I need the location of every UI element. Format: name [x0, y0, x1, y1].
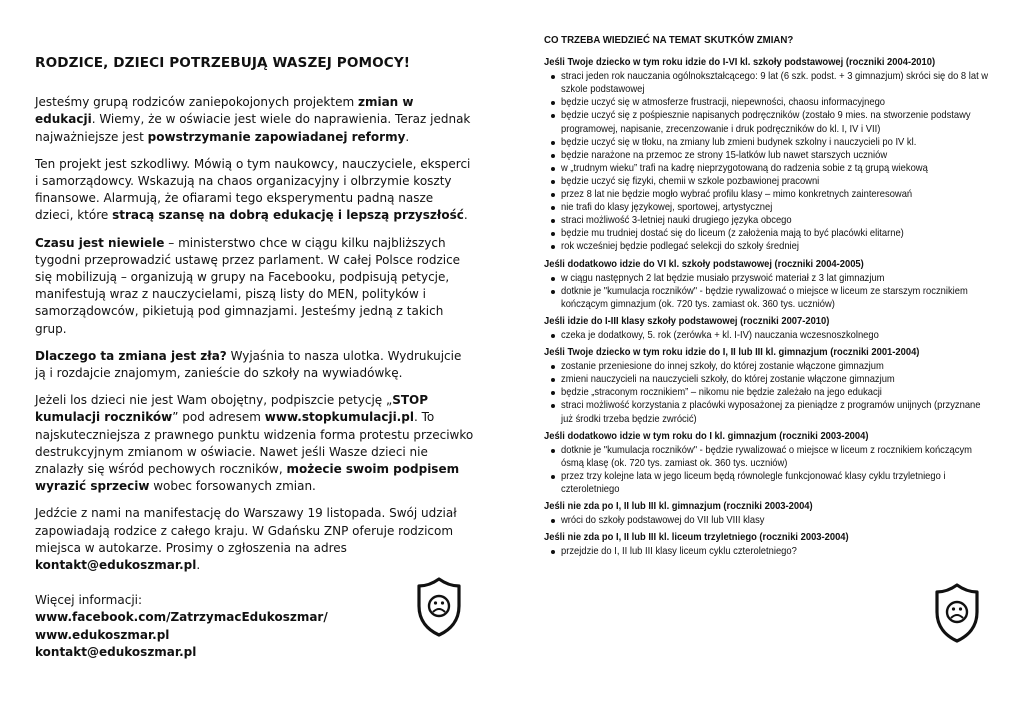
list-item [544, 470, 994, 496]
list-item [544, 329, 994, 342]
paragraph-harmful: Ten projekt jest szkodliwy. Mówią o tym naukowcy, nauczyciele, eksperci i samorządowcy. Wskazują na chaos organizacyjny i olbrzymie koszty finansowe. Alarmują, że ofiarami tego eksperymentu padną nasze dzieci, które stracą szansę na dobrą edukację i lepszą przyszłość. [35, 156, 471, 223]
list-item-text: rok wcześniej będzie podlegać selekcji do szkoły średniej [561, 241, 799, 253]
section-heading: Jeśli Twoje dziecko w tym roku idzie do I, II lub III kl. gimnazjum (roczniki 2001-2004) [544, 347, 920, 359]
list-item [544, 201, 994, 214]
section [544, 346, 994, 426]
list-item [544, 188, 994, 201]
link-email[interactable]: kontakt@edukoszmar.pl [35, 644, 197, 659]
paragraph-petition: Jeżeli los dzieci nie jest Wam obojętny, podpiszcie petycję „STOP kumulacji roczników” pod adresem www.stopkumulacji.pl. To najskuteczniejsza z prawnego punktu widzenia forma protestu przeciwko destrukcyjnym zmianom w oświacie. Nawet jeśli Wasze dzieci nie znalazły się wśród pechowych roczników, możecie swoim podpisem wyrazić sprzeciw wobec forsowanych zmian. [35, 393, 474, 494]
list-item-text: dotknie je "kumulacja roczników" - będzie rywalizować o miejsce w liceum z rocznikiem kończącym ósmą klasę (ok. 720 tys. zamiast ok. 360 tys. uczniów) [561, 444, 972, 469]
left-title: RODZICE, DZIECI POTRZEBUJĄ WASZEJ POMOCY! [35, 55, 411, 71]
list-item-text: będzie uczyć się w tłoku, na zmiany lub zmieni budynek szkolny i nauczycieli po IV kl. [561, 136, 917, 148]
more-info [35, 592, 475, 661]
list-item [544, 240, 994, 253]
list-item-text: straci jeden rok nauczania ogólnokształcącego: 9 lat (6 szk. podst. + 3 gimnazjum) skróci się do 8 lat w szkole podstawowej [561, 71, 989, 96]
list-item-text: czeka je dodatkowy, 5. rok (zerówka + kl. I-IV) nauczania wczesnoszkolnego [561, 329, 879, 341]
sad-face-shield-icon [934, 582, 980, 644]
contact-email[interactable]: kontakt@edukoszmar.pl [35, 558, 197, 573]
paragraph-manifestation: Jedźcie z nami na manifestację do Warszawy 19 listopada. Swój udział zapowiadają rodzice z całego kraju. W Gdańsku ZNP oferuje rodzicom miejsca w autokarze. Prosimy o zgłoszenia na adres kontakt@edukoszmar.pl. [35, 506, 457, 573]
list-item [544, 175, 994, 188]
section-heading: Jeśli idzie do I-III klasy szkoły podstawowej (roczniki 2007-2010) [544, 315, 830, 327]
list-item [544, 149, 994, 162]
left-column [35, 50, 475, 661]
list-item-text: będzie narażone na przemoc ze strony 15-latków lub nawet starszych uczniów [561, 149, 888, 161]
sections [544, 56, 994, 558]
section [544, 258, 994, 311]
list-item-text: przez 8 lat nie będzie mogło wybrać profilu klasy – mimo konkretnych zainteresowań [561, 189, 913, 201]
bullet-list [544, 329, 994, 342]
list-item-text: będzie uczyć się fizyki, chemii w szkole pozbawionej pracowni [561, 175, 820, 187]
list-item-text: w ciągu następnych 2 lat będzie musiało przyswoić materiał z 3 lat gimnazjum [561, 272, 885, 284]
list-item [544, 70, 994, 96]
list-item [544, 227, 994, 240]
bullet-list [544, 272, 994, 311]
list-item-text: będzie „straconym rocznikiem” – nikomu nie będzie zależało na jego edukacji [561, 387, 882, 399]
list-item-text: wróci do szkoły podstawowej do VII lub VIII klasy [561, 515, 765, 527]
list-item [544, 272, 994, 285]
list-item-text: dotknie je "kumulacja roczników" - będzie rywalizować o miejsce w liceum ze starszym rocznikiem kończącym gimnazjum (ok. 720 tys. zamiast ok. 360 tys. uczniów) [561, 285, 968, 310]
link-website[interactable]: www.edukoszmar.pl [35, 627, 170, 642]
list-item [544, 214, 994, 227]
list-item [544, 399, 994, 425]
section [544, 430, 994, 496]
more-info-label: Więcej informacji: [35, 593, 143, 608]
paragraph-intro: Jesteśmy grupą rodziców zaniepokojonych projektem zmian w edukacji. Wiemy, że w oświacie jest wiele do naprawienia. Teraz jednak najważniejsze jest powstrzymanie zapowiadanej reformy. [35, 95, 471, 144]
section [544, 56, 994, 253]
list-item [544, 545, 994, 558]
petition-link[interactable]: www.stopkumulacji.pl [264, 410, 414, 425]
list-item-text: straci możliwość 3-letniej nauki drugiego języka obcego [561, 215, 792, 227]
list-item-text: przez trzy kolejne lata w jego liceum będą równolegle funkcjonować klasy cyklu trzyletniego i czteroletniego [561, 470, 946, 495]
right-column [544, 34, 994, 562]
list-item [544, 386, 994, 399]
bullet-list [544, 514, 994, 527]
list-item [544, 444, 994, 470]
list-item [544, 136, 994, 149]
list-item [544, 285, 994, 311]
link-facebook[interactable]: www.facebook.com/ZatrzymacEdukoszmar/ [35, 610, 328, 625]
list-item-text: będzie mu trudniej dostać się do liceum (z założenia mają to być placówki elitarne) [561, 228, 904, 240]
list-item-text: będzie uczyć się w atmosferze frustracji, niepewności, chaosu informacyjnego [561, 97, 886, 109]
links-list [35, 609, 475, 661]
list-item-text: nie trafi do klasy językowej, sportowej, artystycznej [561, 202, 773, 214]
section-heading: Jeśli dodatkowo idzie do VI kl. szkoły podstawowej (roczniki 2004-2005) [544, 258, 864, 270]
sad-face-shield-icon [416, 576, 462, 638]
section-heading: Jeśli nie zda po I, II lub III kl. liceum trzyletniego (roczniki 2003-2004) [544, 532, 849, 544]
paragraph-time: Czasu jest niewiele – ministerstwo chce w ciągu kilku najbliższych tygodni przeprowadzić ustawę przez parlament. W całej Polsce rodzice się mobilizują – organizują w grupy na Facebooku, podpisują petycje, manifestują wraz z nauczycielami, piszą listy do MEN, polityków i samorządowców, pikietują pod gimnazjami. Jesteśmy jedną z takich grup. [35, 235, 461, 336]
list-item [544, 109, 994, 135]
list-item-text: w „trudnym wieku” trafi na kadrę nieprzygotowaną do radzenia sobie z tą grupą wiekową [561, 162, 928, 174]
section [544, 315, 994, 342]
section-heading: Jeśli nie zda po I, II lub III kl. gimnazjum (roczniki 2003-2004) [544, 501, 813, 513]
list-item-text: straci możliwość korzystania z placówki wyposażonej za pieniądze z programów unijnych (przyznane już środki trzeba będzie zwrócić) [561, 400, 981, 425]
section [544, 500, 994, 527]
section-heading: Jeśli Twoje dziecko w tym roku idzie do I-VI kl. szkoły podstawowej (roczniki 2004-2010) [544, 57, 936, 69]
list-item-text: będzie uczyć się z pośpiesznie napisanych podręczników (zostało 9 mies. na stworzenie podstawy programowej, napisanie, zrecenzowanie i druk podręczników do kl. I, IV i VII) [561, 110, 971, 135]
right-title: CO TRZEBA WIEDZIEĆ NA TEMAT SKUTKÓW ZMIAN? [544, 35, 794, 46]
list-item [544, 514, 994, 527]
list-item [544, 373, 994, 386]
paragraph-why: Dlaczego ta zmiana jest zła? Wyjaśnia to nasza ulotka. Wydrukujcie ją i rozdajcie znajomym, zanieście do szkoły na wywiadówkę. [35, 348, 462, 381]
list-item [544, 360, 994, 373]
list-item-text: zmieni nauczycieli na nauczycieli szkoły, do której zostanie włączone gimnazjum [561, 374, 895, 386]
list-item [544, 162, 994, 175]
section-heading: Jeśli dodatkowo idzie w tym roku do I kl. gimnazjum (roczniki 2003-2004) [544, 430, 869, 442]
list-item [544, 96, 994, 109]
list-item-text: zostanie przeniesione do innej szkoły, do której zostanie włączone gimnazjum [561, 361, 884, 373]
bullet-list [544, 545, 994, 558]
list-item-text: przejdzie do I, II lub III klasy liceum cyklu czteroletniego? [561, 546, 797, 558]
section [544, 531, 994, 558]
bullet-list [544, 444, 994, 496]
bullet-list [544, 360, 994, 425]
bullet-list [544, 70, 994, 253]
